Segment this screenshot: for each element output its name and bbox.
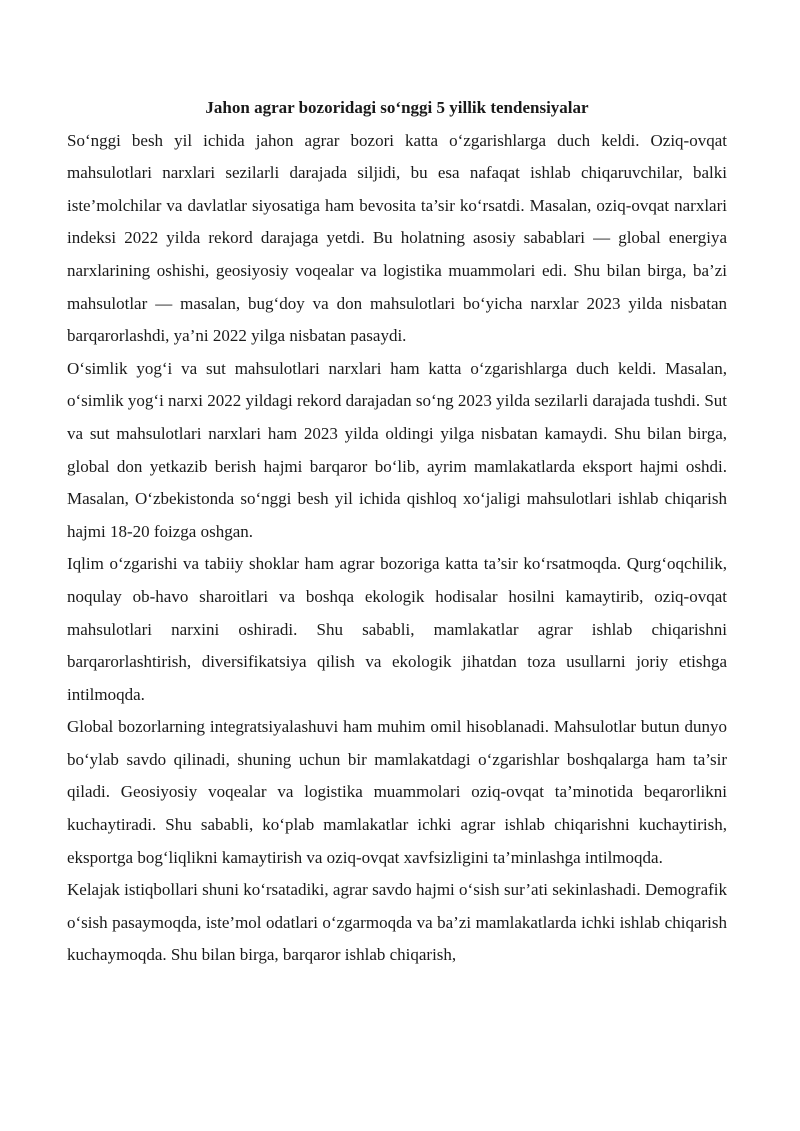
paragraph-oil-dairy-prices: O‘simlik yog‘i va sut mahsulotlari narxlari ham katta o‘zgarishlarga duch keldi. Masalan, o‘simlik yog‘i narxi 2022 yildagi rekord darajadan so‘ng 2023 yilda sezilarli darajada tushdi. Sut va sut mahsulotlari narxlari ham 2023 yilda oldingi yilga nisbatan kamaydi. Shu bilan birga, global don yetkazib berish hajmi barqaror bo‘lib, ayrim mamlakatlarda eksport hajmi oshdi. Masalan, O‘zbekistonda so‘nggi besh yil ichida qishloq xo‘jaligi mahsulotlari ishlab chiqarish hajmi 18-20 foizga oshgan. — [67, 358, 728, 541]
paragraph-market-changes: So‘nggi besh yil ichida jahon agrar bozori katta o‘zgarishlarga duch keldi. Oziq-ovqat mahsulotlari narxlari sezilarli darajada siljidi, bu esa nafaqat ishlab chiqaruvchilar, balki iste’molchilar va davlatlar siyosatiga ham bevosita ta’sir ko‘rsatdi. Masalan, oziq-ovqat narxlari indeksi 2022 yilda rekord darajaga yetdi. Bu holatning asosiy sabablari — global energiya narxlarining oshishi, geosiyosiy voqealar va logistika muammolari edi. Shu bilan birga, ba’zi mahsulotlar — masalan, bug‘doy va don mahsulotlari bo‘yicha narxlar 2023 yilda nisbatan barqarorlashdi, ya’ni 2022 yilga nisbatan pasaydi. — [67, 130, 727, 346]
paragraph-climate-change: Iqlim o‘zgarishi va tabiiy shoklar ham agrar bozoriga katta ta’sir ko‘rsatmoqda. Qurg‘oqchilik, noqulay ob-havo sharoitlari va boshqa ekologik hodisalar hosilni kamaytirib, oziq-ovqat mahsulotlari narxini oshiradi. Shu sababli, mamlakatlar agrar ishlab chiqarishni barqarorlashtirish, diversifikatsiya qilish va ekologik jihatdan toza usullarni joriy etishga intilmoqda. — [67, 554, 727, 704]
document-title: Jahon agrar bozoridagi so‘nggi 5 yillik tendensiyalar — [205, 98, 589, 117]
paragraph-global-integration: Global bozorlarning integratsiyalashuvi ham muhim omil hisoblanadi. Mahsulotlar butun dunyo bo‘ylab savdo qilinadi, shuning uchun bir mamlakatdagi o‘zgarishlar boshqalarga ham ta’sir qiladi. Geosiyosiy voqealar va logistika muammolari oziq-ovqat ta’minotida beqarorlikni kuchaytiradi. Shu sababli, ko‘plab mamlakatlar ichki agrar ishlab chiqarishni kuchaytirish, eksportga bog‘liqlikni kamaytirish va oziq-ovqat xavfsizligini ta’minlashga intilmoqda. — [67, 717, 727, 867]
paragraph-future-outlook: Kelajak istiqbollari shuni ko‘rsatadiki, agrar savdo hajmi o‘sish sur’ati sekinlashadi. Demografik o‘sish pasaymoqda, iste’mol odatlari o‘zgarmoqda va ba’zi mamlakatlarda ichki ishlab chiqarish kuchaymoqda. Shu bilan birga, barqaror ishlab chiqarish, — [67, 880, 727, 965]
